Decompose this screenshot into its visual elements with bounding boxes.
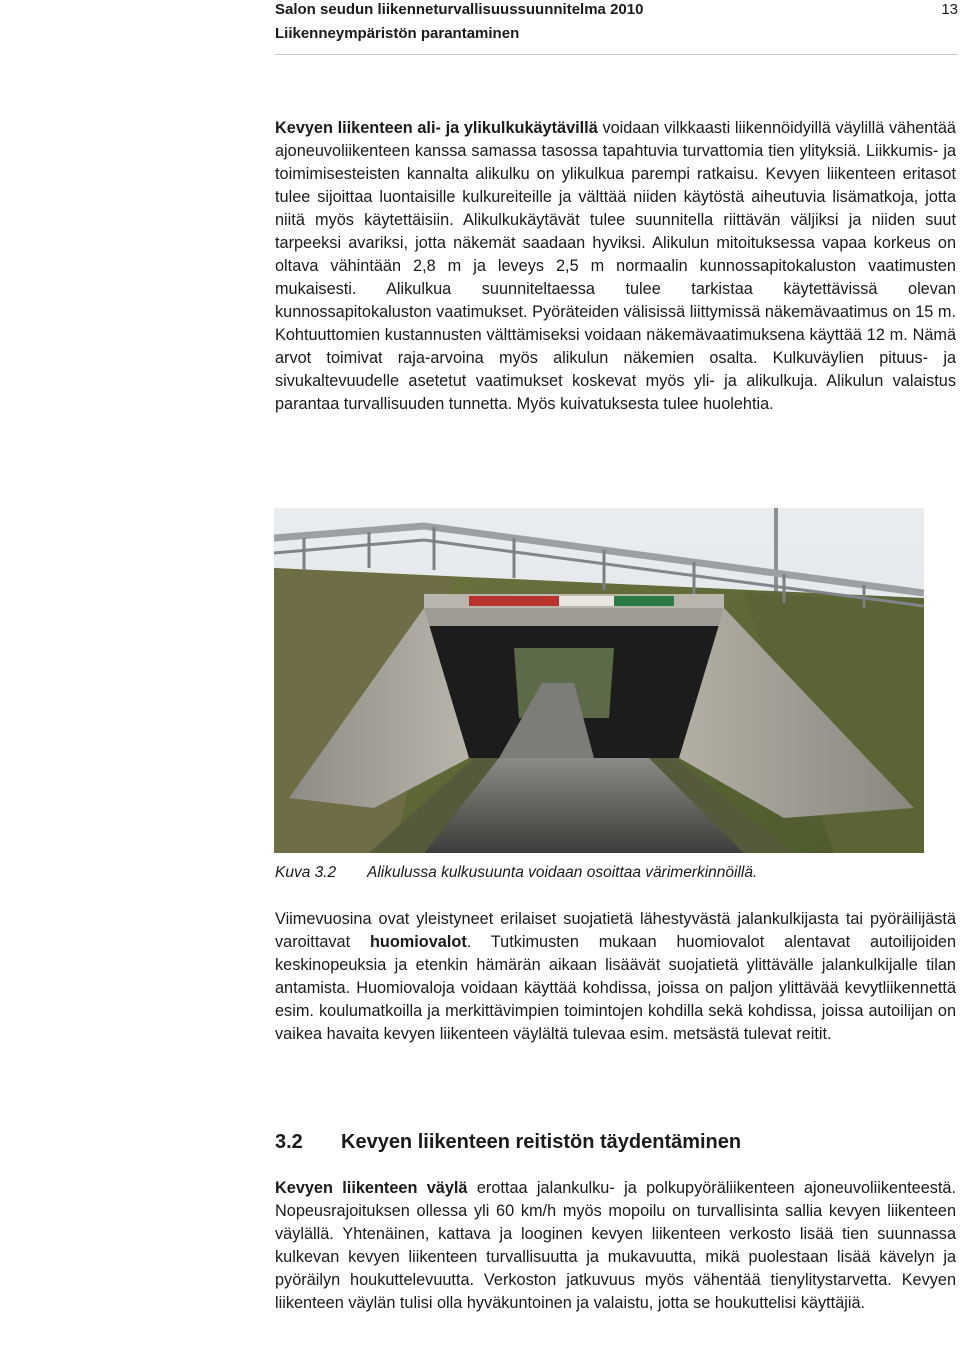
page-header xyxy=(275,0,960,56)
figure-number: Kuva 3.2 xyxy=(275,864,337,881)
figure-caption-text: Alikulussa kulkusuunta voidaan osoittaa värimerkinnöillä. xyxy=(367,864,758,881)
paragraph-lead-bold: Kevyen liikenteen väylä xyxy=(275,1179,468,1197)
paragraph-bold-term: huomiovalot xyxy=(369,933,467,951)
section-heading xyxy=(275,1131,741,1154)
section-number: 3.2 xyxy=(275,1131,303,1153)
header-divider xyxy=(275,54,958,55)
underpass-photo xyxy=(274,508,924,853)
paragraph-warning-lights xyxy=(275,908,956,1046)
section-title: Kevyen liikenteen reitistön täydentäminen xyxy=(341,1131,742,1153)
chapter-title: Liikenneympäristön parantaminen xyxy=(275,25,520,42)
paragraph-underpasses xyxy=(275,117,956,416)
paragraph-body-start: Viimevuosina ovat yleistyneet erilaiset suojatietä lähestyvästä jalankulkijasta tai pyöräilijästä varoittavat xyxy=(275,910,956,951)
paragraph-lead-bold: Kevyen liikenteen ali- ja ylikulkukäytävillä xyxy=(275,119,598,137)
paragraph-body: erottaa jalankulku- ja polkupyöräliikenteen ajoneuvoliikenteestä. Nopeusrajoituksen ollessa yli 60 km/h myös mopoilu on turvallisinta sallia kevyen liikenteen väylällä. Yhtenäinen, kattava ja looginen kevyen liikenteen verkosto lisää tien suunnassa kulkevan kevyen liikenteen turvallisuutta ja mukavuutta, mikä puolestaan lisää kävelyn ja pyöräilyn houkuttelevuutta. Verkoston jatkuvuus myös vähentää tienylitystarvetta. Kevyen liikenteen väylän tulisi olla hyväkuntoinen ja valaistu, jotta se houkuttelisi käyttäjiä. xyxy=(275,1179,956,1312)
document-title: Salon seudun liikenneturvallisuussuunnitelma 2010 xyxy=(275,1,644,18)
page-number: 13 xyxy=(941,1,958,18)
paragraph-body: voidaan vilkkaasti liikennöidyillä väylillä vähentää ajoneuvoliikenteen kanssa samassa tasossa tapahtuvia turvattomia tien ylityksiä. Liikkumis- ja toimimisesteisten kannalta alikulku on ylikulkua parempi ratkaisu. Kevyen liikenteen eritasot tulee sijoittaa luontaisille kulkureiteille ja välttää niiden käytöstä aiheutuvia lisämatkoja, jotta niitä myös käytettäisiin. Alikulkukäytävät tulee suunnitella riittävän väljiksi ja niiden suut tarpeeksi avariksi, jotta näkemät saadaan hyviksi. Alikulun mitoituksessa vapaa korkeus on oltava vähintään 2,8 m ja leveys 2,5 m normaalin kunnossapitokaluston vaatimusten mukaisesti. Alikulkua suunniteltaessa tulee tarkistaa käytettävissä olevan kunnossapitokaluston vaatimukset. Pyöräteiden välisissä liittymissä näkemävaatimus on 15 m. Kohtuuttomien kustannusten välttämiseksi voidaan näkemävaatimuksena käyttää 12 m. Nämä arvot toimivat raja-arvoina myös alikulun näkemien osalta. Kulkuväylien pituus- ja sivukaltevuudelle asetetut vaatimukset koskevat myös yli- ja alikulkuja. Alikulun valaistus parantaa turvallisuuden tunnetta. Myös kuivatuksesta tulee huolehtia. xyxy=(275,119,956,413)
paragraph-body-end: . Tutkimusten mukaan huomiovalot alentavat autoilijoiden keskinopeuksia ja etenkin hämärän aikaan lisäävät suojatietä ylittävälle jalankulkijalle tilan antamista. Huomiovaloja voidaan käyttää kohdissa, joissa on paljon ylittävää kevytliikennettä esim. koulumatkoilla ja merkittävimpien toimintojen kohdilla sekä kohdissa, joissa autoilijan on vaikea havaita kevyen liikenteen väylältä tulevaa esim. metsästä tulevat reitit. xyxy=(275,933,956,1043)
figure-caption xyxy=(275,864,757,882)
paragraph-light-traffic-lane xyxy=(275,1177,956,1315)
